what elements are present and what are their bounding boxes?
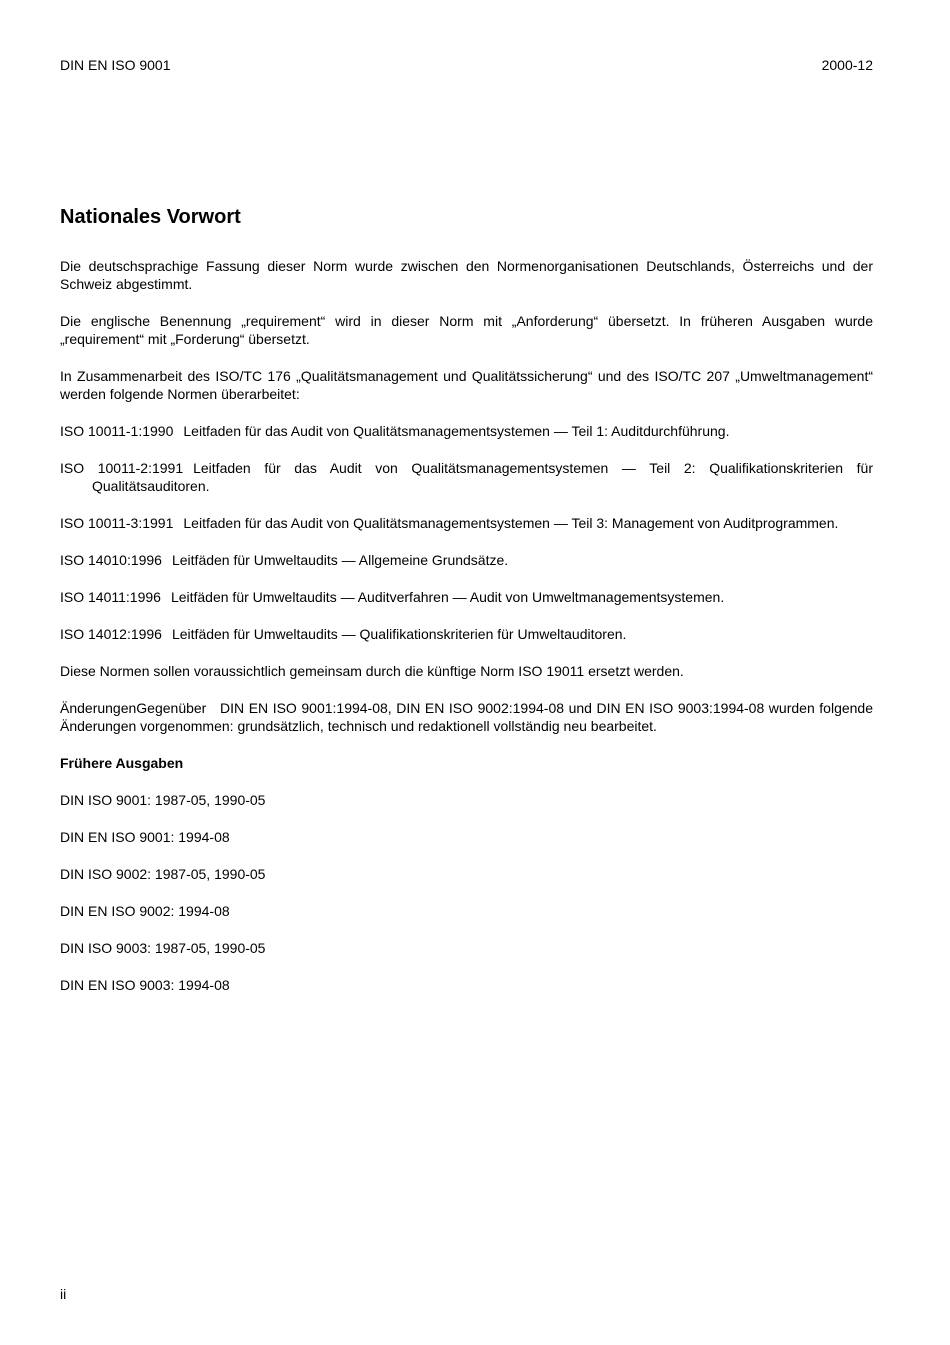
reference-text: Leitfaden für das Audit von Qualitätsmanagementsystemen — Teil 3: Management von Auditprogrammen.	[183, 515, 839, 531]
previous-edition-item: DIN ISO 9001: 1987-05, 1990-05	[60, 792, 266, 808]
previous-edition-item: DIN ISO 9002: 1987-05, 1990-05	[60, 866, 266, 882]
reference-code: ISO 14012:1996	[60, 626, 162, 642]
changes-paragraph	[60, 699, 873, 735]
reference-item	[60, 459, 873, 495]
reference-text: Leitfäden für Umweltaudits — Allgemeine Grundsätze.	[171, 552, 509, 568]
reference-item	[60, 514, 873, 532]
reference-item	[60, 625, 873, 643]
reference-item	[60, 422, 873, 440]
previous-edition-item: DIN EN ISO 9003: 1994-08	[60, 977, 230, 993]
changes-text: DIN EN ISO 9001:1994-08, DIN EN ISO 9002:1994-08 und DIN EN ISO 9003:1994-08 wurden folgende Änderungen vorgenommen: grundsätzlich, technisch und redaktionell vollständig neu bearbeitet.	[60, 700, 874, 734]
changes-lead: ÄnderungenGegenüber	[60, 700, 207, 716]
reference-code: ISO 14010:1996	[60, 552, 162, 568]
reference-code: ISO 10011-1:1990	[60, 423, 174, 439]
intro-paragraph: Die deutschsprachige Fassung dieser Norm wurde zwischen den Normenorganisationen Deutschlands, Österreichs und der Schweiz abgestimmt.	[60, 258, 873, 292]
reference-item	[60, 588, 873, 606]
page-number: ii	[60, 1286, 67, 1302]
document-body	[60, 257, 873, 1013]
reference-text: Leitfäden für Umweltaudits — Auditverfahren — Audit von Umweltmanagementsystemen.	[170, 589, 725, 605]
reference-code: ISO 10011-2:1991	[60, 460, 184, 476]
reference-text: Leitfäden für Umweltaudits — Qualifikationskriterien für Umweltauditoren.	[171, 626, 627, 642]
reference-text: Leitfaden für das Audit von Qualitätsmanagementsystemen — Teil 1: Auditdurchführung.	[183, 423, 730, 439]
replacement-note: Diese Normen sollen voraussichtlich gemeinsam durch die künftige Norm ISO 19011 ersetzt werden.	[60, 663, 684, 679]
page-title: Nationales Vorwort	[60, 206, 241, 228]
intro-paragraph: In Zusammenarbeit des ISO/TC 176 „Qualitätsmanagement und Qualitätssicherung“ und des ISO/TC 207 „Umweltmanagement“ werden folgende Normen überarbeitet:	[60, 368, 873, 402]
intro-paragraph: Die englische Benennung „requirement“ wird in dieser Norm mit „Anforderung“ übersetzt. In früheren Ausgaben wurde „requirement“ mit „Forderung“ übersetzt.	[60, 313, 873, 347]
previous-edition-item: DIN EN ISO 9002: 1994-08	[60, 903, 230, 919]
header-date: 2000-12	[821, 57, 873, 73]
previous-edition-item: DIN ISO 9003: 1987-05, 1990-05	[60, 940, 266, 956]
previous-edition-item: DIN EN ISO 9001: 1994-08	[60, 829, 230, 845]
reference-item	[60, 551, 873, 569]
previous-editions-heading: Frühere Ausgaben	[60, 755, 184, 771]
reference-code: ISO 14011:1996	[60, 589, 161, 605]
reference-code: ISO 10011-3:1991	[60, 515, 174, 531]
reference-text: Leitfaden für das Audit von Qualitätsmanagementsystemen — Teil 2: Qualifikationskriterien für Qualitätsauditoren.	[92, 460, 873, 494]
header-doc-id: DIN EN ISO 9001	[60, 57, 171, 73]
